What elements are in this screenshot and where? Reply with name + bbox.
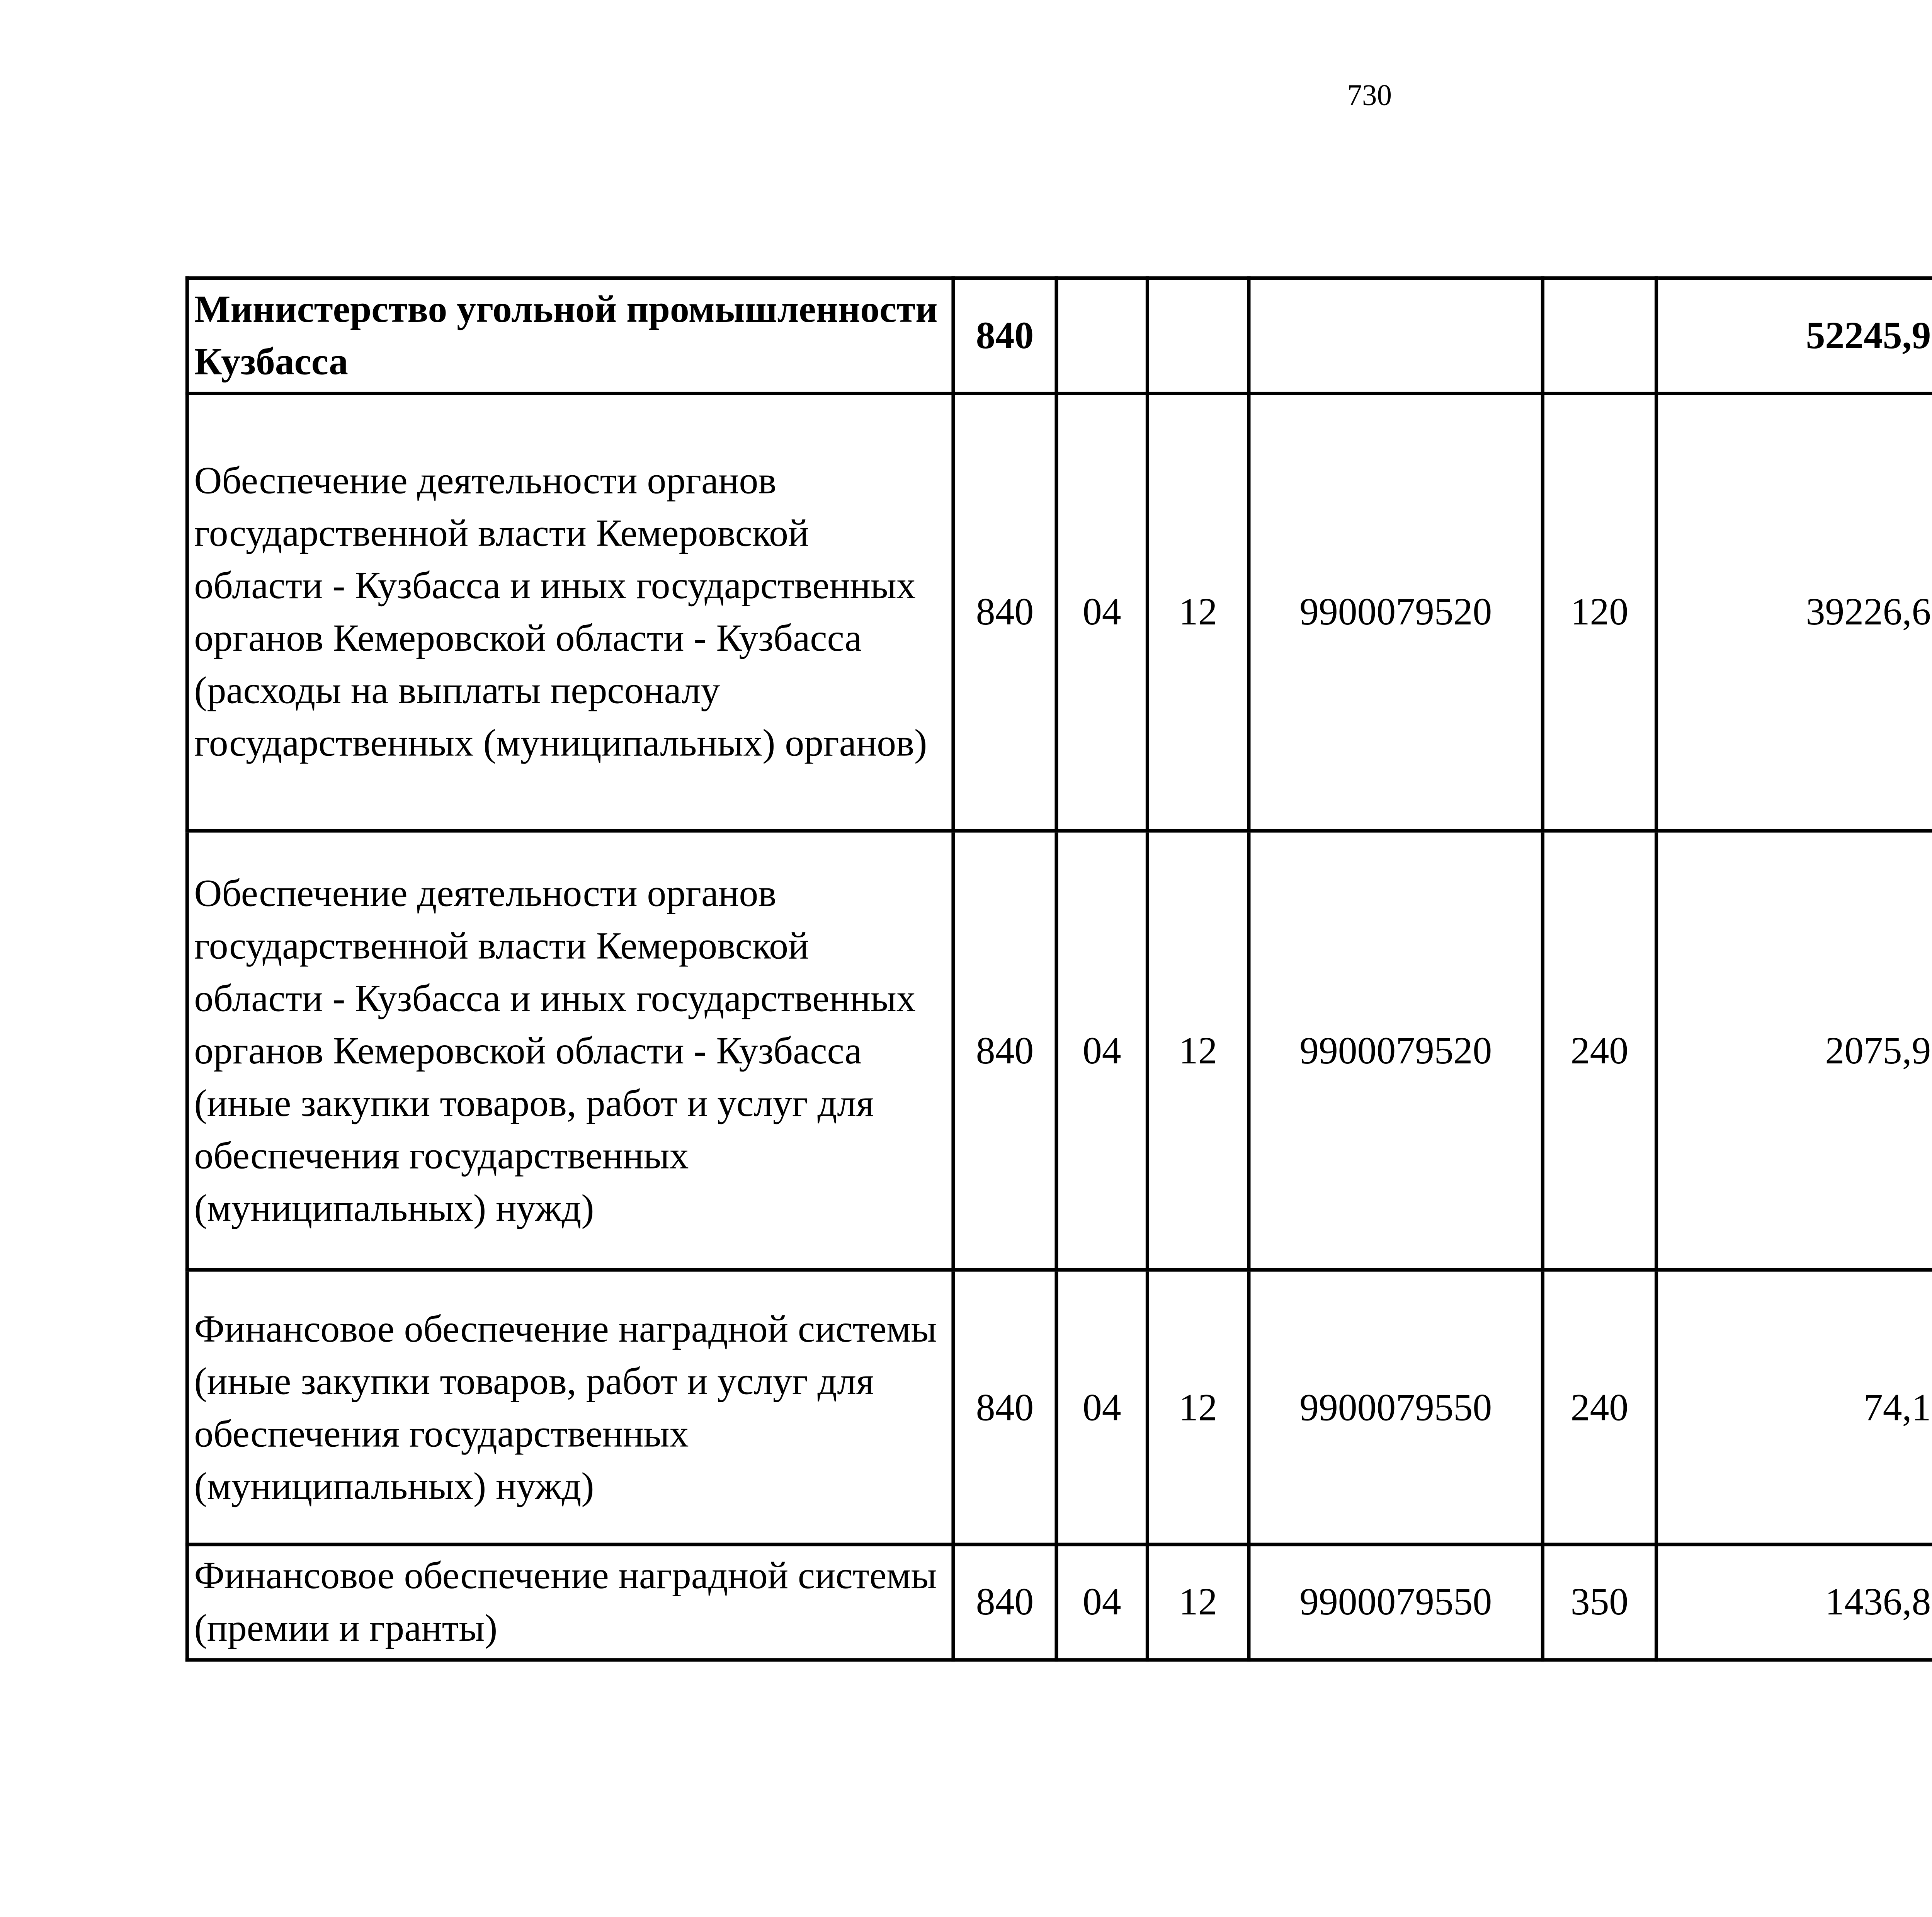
row-subsection-code — [1147, 278, 1249, 394]
row-name: Обеспечение деятельности органов государственной власти Кемеровской области - Кузбасса и иных государственных органов Кемеровской области - Кузбасса (иные закупки товаров, работ и услуг для обеспечения государственных (муниципальных) нужд) — [187, 831, 953, 1270]
row-expense-type — [1543, 278, 1656, 394]
budget-table — [185, 276, 1932, 1662]
row-section-code: 04 — [1056, 1544, 1147, 1660]
row-ministry-code: 840 — [953, 1544, 1056, 1660]
row-target-code: 9900079550 — [1249, 1544, 1543, 1660]
row-subsection-code: 12 — [1147, 831, 1249, 1270]
row-amount-1: 1436,8 — [1656, 1544, 1932, 1660]
row-expense-type: 350 — [1543, 1544, 1656, 1660]
row-ministry-code: 840 — [953, 393, 1056, 831]
row-subsection-code: 12 — [1147, 393, 1249, 831]
table-row — [187, 831, 1932, 1270]
row-name: Обеспечение деятельности органов государственной власти Кемеровской области - Кузбасса и иных государственных органов Кемеровской области - Кузбасса (расходы на выплаты персоналу государственных (муниципальных) органов) — [187, 393, 953, 831]
row-section-code: 04 — [1056, 831, 1147, 1270]
page-number: 730 — [1347, 78, 1392, 112]
table-row — [187, 278, 1932, 394]
row-section-code: 04 — [1056, 393, 1147, 831]
table-row — [187, 1270, 1932, 1544]
row-subsection-code: 12 — [1147, 1270, 1249, 1544]
row-expense-type: 120 — [1543, 393, 1656, 831]
row-expense-type: 240 — [1543, 1270, 1656, 1544]
row-amount-1: 2075,9 — [1656, 831, 1932, 1270]
row-amount-1: 52245,9 — [1656, 278, 1932, 394]
row-name: Финансовое обеспечение наградной системы (премии и гранты) — [187, 1544, 953, 1660]
row-name: Финансовое обеспечение наградной системы (иные закупки товаров, работ и услуг для обеспечения государственных (муниципальных) нужд) — [187, 1270, 953, 1544]
row-section-code — [1056, 278, 1147, 394]
row-ministry-code: 840 — [953, 278, 1056, 394]
row-target-code: 9900079550 — [1249, 1270, 1543, 1544]
row-expense-type: 240 — [1543, 831, 1656, 1270]
row-amount-1: 39226,6 — [1656, 393, 1932, 831]
table-row — [187, 1544, 1932, 1660]
table-row — [187, 393, 1932, 831]
row-target-code — [1249, 278, 1543, 394]
row-target-code: 9900079520 — [1249, 831, 1543, 1270]
row-name: Министерство угольной промышленности Кузбасса — [187, 278, 953, 394]
row-section-code: 04 — [1056, 1270, 1147, 1544]
row-target-code: 9900079520 — [1249, 393, 1543, 831]
row-subsection-code: 12 — [1147, 1544, 1249, 1660]
row-ministry-code: 840 — [953, 831, 1056, 1270]
row-amount-1: 74,1 — [1656, 1270, 1932, 1544]
row-ministry-code: 840 — [953, 1270, 1056, 1544]
